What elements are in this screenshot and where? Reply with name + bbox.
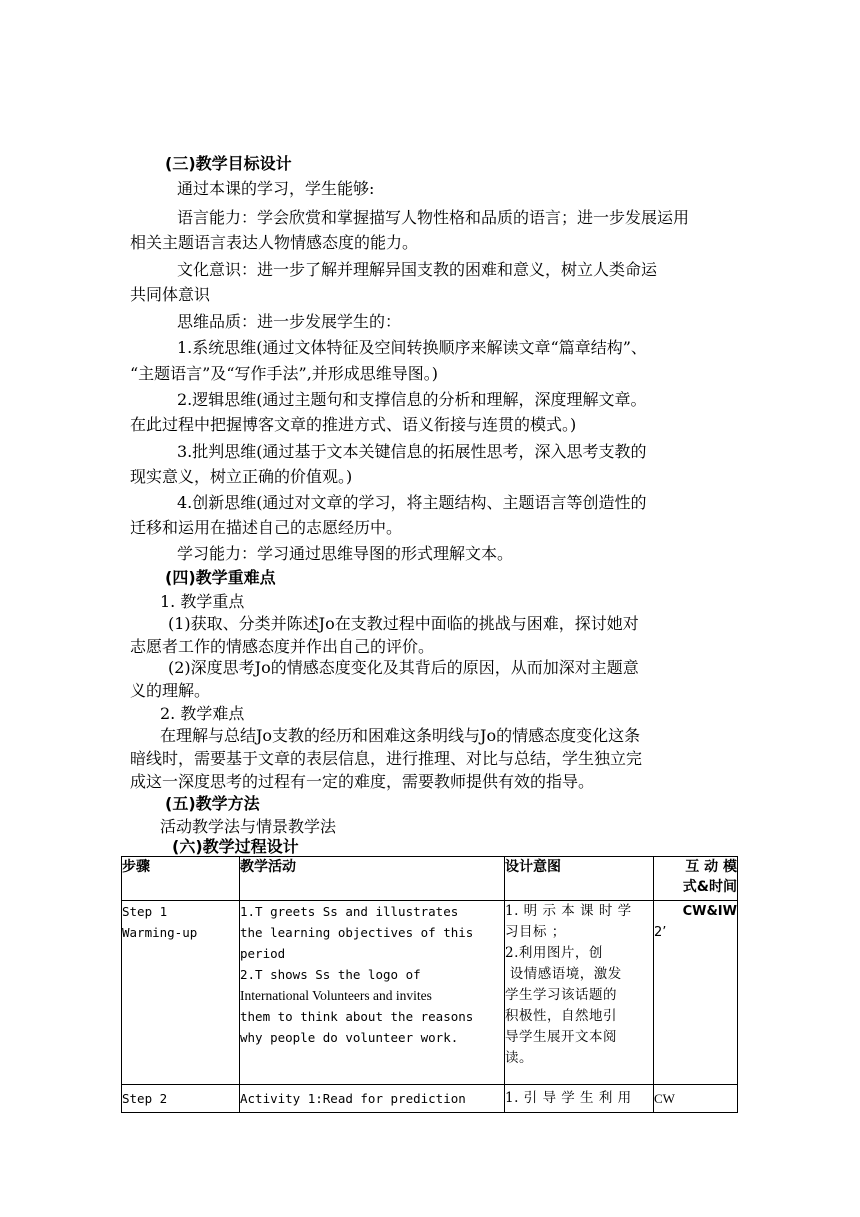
step-cell bbox=[122, 901, 240, 1085]
step-name: Warming-up bbox=[122, 925, 198, 940]
thinking-quality: 思维品质：进一步发展学生的： bbox=[177, 312, 402, 331]
table-header-row bbox=[122, 857, 738, 901]
systematic-thinking-line1: 1.系统思维(通过文体特征及空间转换顺序来解读文章“篇章结构”、 bbox=[177, 338, 647, 357]
difficult-points-title: 2. 教学难点 bbox=[160, 704, 245, 723]
difficult-point-line2: 暗线时，需要基于文章的表层信息，进行推理、对比与总结，学生独立完 bbox=[130, 749, 643, 768]
mode-time-cell bbox=[654, 1085, 738, 1113]
intent-cell bbox=[505, 901, 654, 1085]
table-row bbox=[122, 1085, 738, 1113]
activity-cell bbox=[240, 901, 505, 1085]
intent-line: 1. 引 导 学 生 利 用 bbox=[505, 1090, 632, 1106]
intent-cell bbox=[505, 1085, 654, 1113]
cultural-awareness-line1: 文化意识：进一步了解并理解异国支教的困难和意义，树立人类命运 bbox=[177, 260, 658, 279]
interaction-mode: CW&IW bbox=[682, 904, 737, 919]
interaction-mode: CW bbox=[654, 1091, 675, 1106]
intent-line: 学生学习该话题的 bbox=[505, 987, 617, 1003]
activity-line: them to think about the reasons bbox=[240, 1009, 474, 1024]
intent-line: 设情感语境，激发 bbox=[505, 966, 622, 982]
header-mode-line2: 式&时间 bbox=[682, 879, 737, 895]
activity-line: 1.T greets Ss and illustrates bbox=[240, 904, 459, 919]
activity-line: period bbox=[240, 946, 286, 961]
language-ability-line2: 相关主题语言表达人物情感态度的能力。 bbox=[130, 233, 419, 252]
cultural-awareness-line2: 共同体意识 bbox=[130, 285, 211, 304]
teaching-process-table bbox=[121, 856, 738, 1113]
header-step: 步骤 bbox=[122, 857, 240, 901]
step-number: Step 2 bbox=[122, 1091, 168, 1106]
section-heading-objectives: (三)教学目标设计 bbox=[165, 154, 292, 173]
activity-line: Activity 1:Read for prediction bbox=[240, 1091, 466, 1106]
key-point-1-line1: (1)获取、分类并陈述Jo在支教过程中面临的挑战与困难，探讨她对 bbox=[168, 614, 639, 633]
step-cell bbox=[122, 1085, 240, 1113]
intent-line: 积极性，自然地引 bbox=[505, 1008, 617, 1024]
activity-line: International Volunteers and invites bbox=[240, 988, 432, 1003]
difficult-point-line1: 在理解与总结Jo支教的经历和困难这条明线与Jo的情感态度变化这条 bbox=[160, 726, 641, 745]
section-heading-key-points: (四)教学重难点 bbox=[165, 568, 276, 587]
activity-cell bbox=[240, 1085, 505, 1113]
mode-time-cell bbox=[654, 901, 738, 1085]
objectives-intro: 通过本课的学习，学生能够: bbox=[177, 179, 375, 198]
activity-line: why people do volunteer work. bbox=[240, 1030, 459, 1045]
activity-line: the learning objectives of this bbox=[240, 925, 474, 940]
difficult-point-line3: 成这一深度思考的过程有一定的难度，需要教师提供有效的指导。 bbox=[130, 772, 595, 791]
step-number: Step 1 bbox=[122, 904, 168, 919]
section-heading-methods: (五)教学方法 bbox=[165, 794, 260, 813]
creative-thinking-line2: 迁移和运用在描述自己的志愿经历中。 bbox=[130, 518, 403, 537]
critical-thinking-line1: 3.批判思维(通过基于文本关键信息的拓展性思考，深入思考支教的 bbox=[177, 442, 647, 461]
table-row bbox=[122, 901, 738, 1085]
intent-line: 2.利用图片，创 bbox=[505, 945, 603, 961]
language-ability-line1: 语言能力：学会欣赏和掌握描写人物性格和品质的语言；进一步发展运用 bbox=[177, 208, 690, 227]
intent-line: 读。 bbox=[505, 1050, 533, 1066]
key-point-1-line2: 志愿者工作的情感态度并作出自己的评价。 bbox=[130, 637, 435, 656]
methods-text: 活动教学法与情景教学法 bbox=[160, 817, 337, 836]
intent-line: 1. 明 示 本 课 时 学 bbox=[505, 903, 632, 919]
critical-thinking-line2: 现实意义，树立正确的价值观。) bbox=[130, 467, 353, 486]
intent-line: 习目标 ； bbox=[505, 924, 566, 940]
learning-ability: 学习能力：学习通过思维导图的形式理解文本。 bbox=[177, 544, 514, 563]
key-points-title: 1. 教学重点 bbox=[160, 592, 245, 611]
activity-line: 2.T shows Ss the logo of bbox=[240, 967, 421, 982]
header-intent: 设计意图 bbox=[505, 857, 654, 901]
systematic-thinking-line2: “主题语言”及“写作手法”,并形成思维导图。) bbox=[130, 364, 439, 383]
header-activity: 教学活动 bbox=[240, 857, 505, 901]
creative-thinking-line1: 4.创新思维(通过对文章的学习，将主题结构、主题语言等创造性的 bbox=[177, 493, 647, 512]
logical-thinking-line1: 2.逻辑思维(通过主题句和支撑信息的分析和理解，深度理解文章。 bbox=[177, 390, 647, 409]
key-point-2-line2: 义的理解。 bbox=[130, 681, 211, 700]
key-point-2-line1: (2)深度思考Jo的情感态度变化及其背后的原因，从而加深对主题意 bbox=[168, 658, 639, 677]
logical-thinking-line2: 在此过程中把握博客文章的推进方式、语义衔接与连贯的模式。) bbox=[130, 415, 577, 434]
section-heading-process: (六)教学过程设计 bbox=[172, 837, 299, 856]
intent-line: 导学生展开文本阅 bbox=[505, 1029, 617, 1045]
time-duration: 2’ bbox=[654, 925, 667, 940]
header-mode-time bbox=[654, 857, 738, 901]
header-mode-line1: 互 动 模 bbox=[685, 859, 737, 875]
